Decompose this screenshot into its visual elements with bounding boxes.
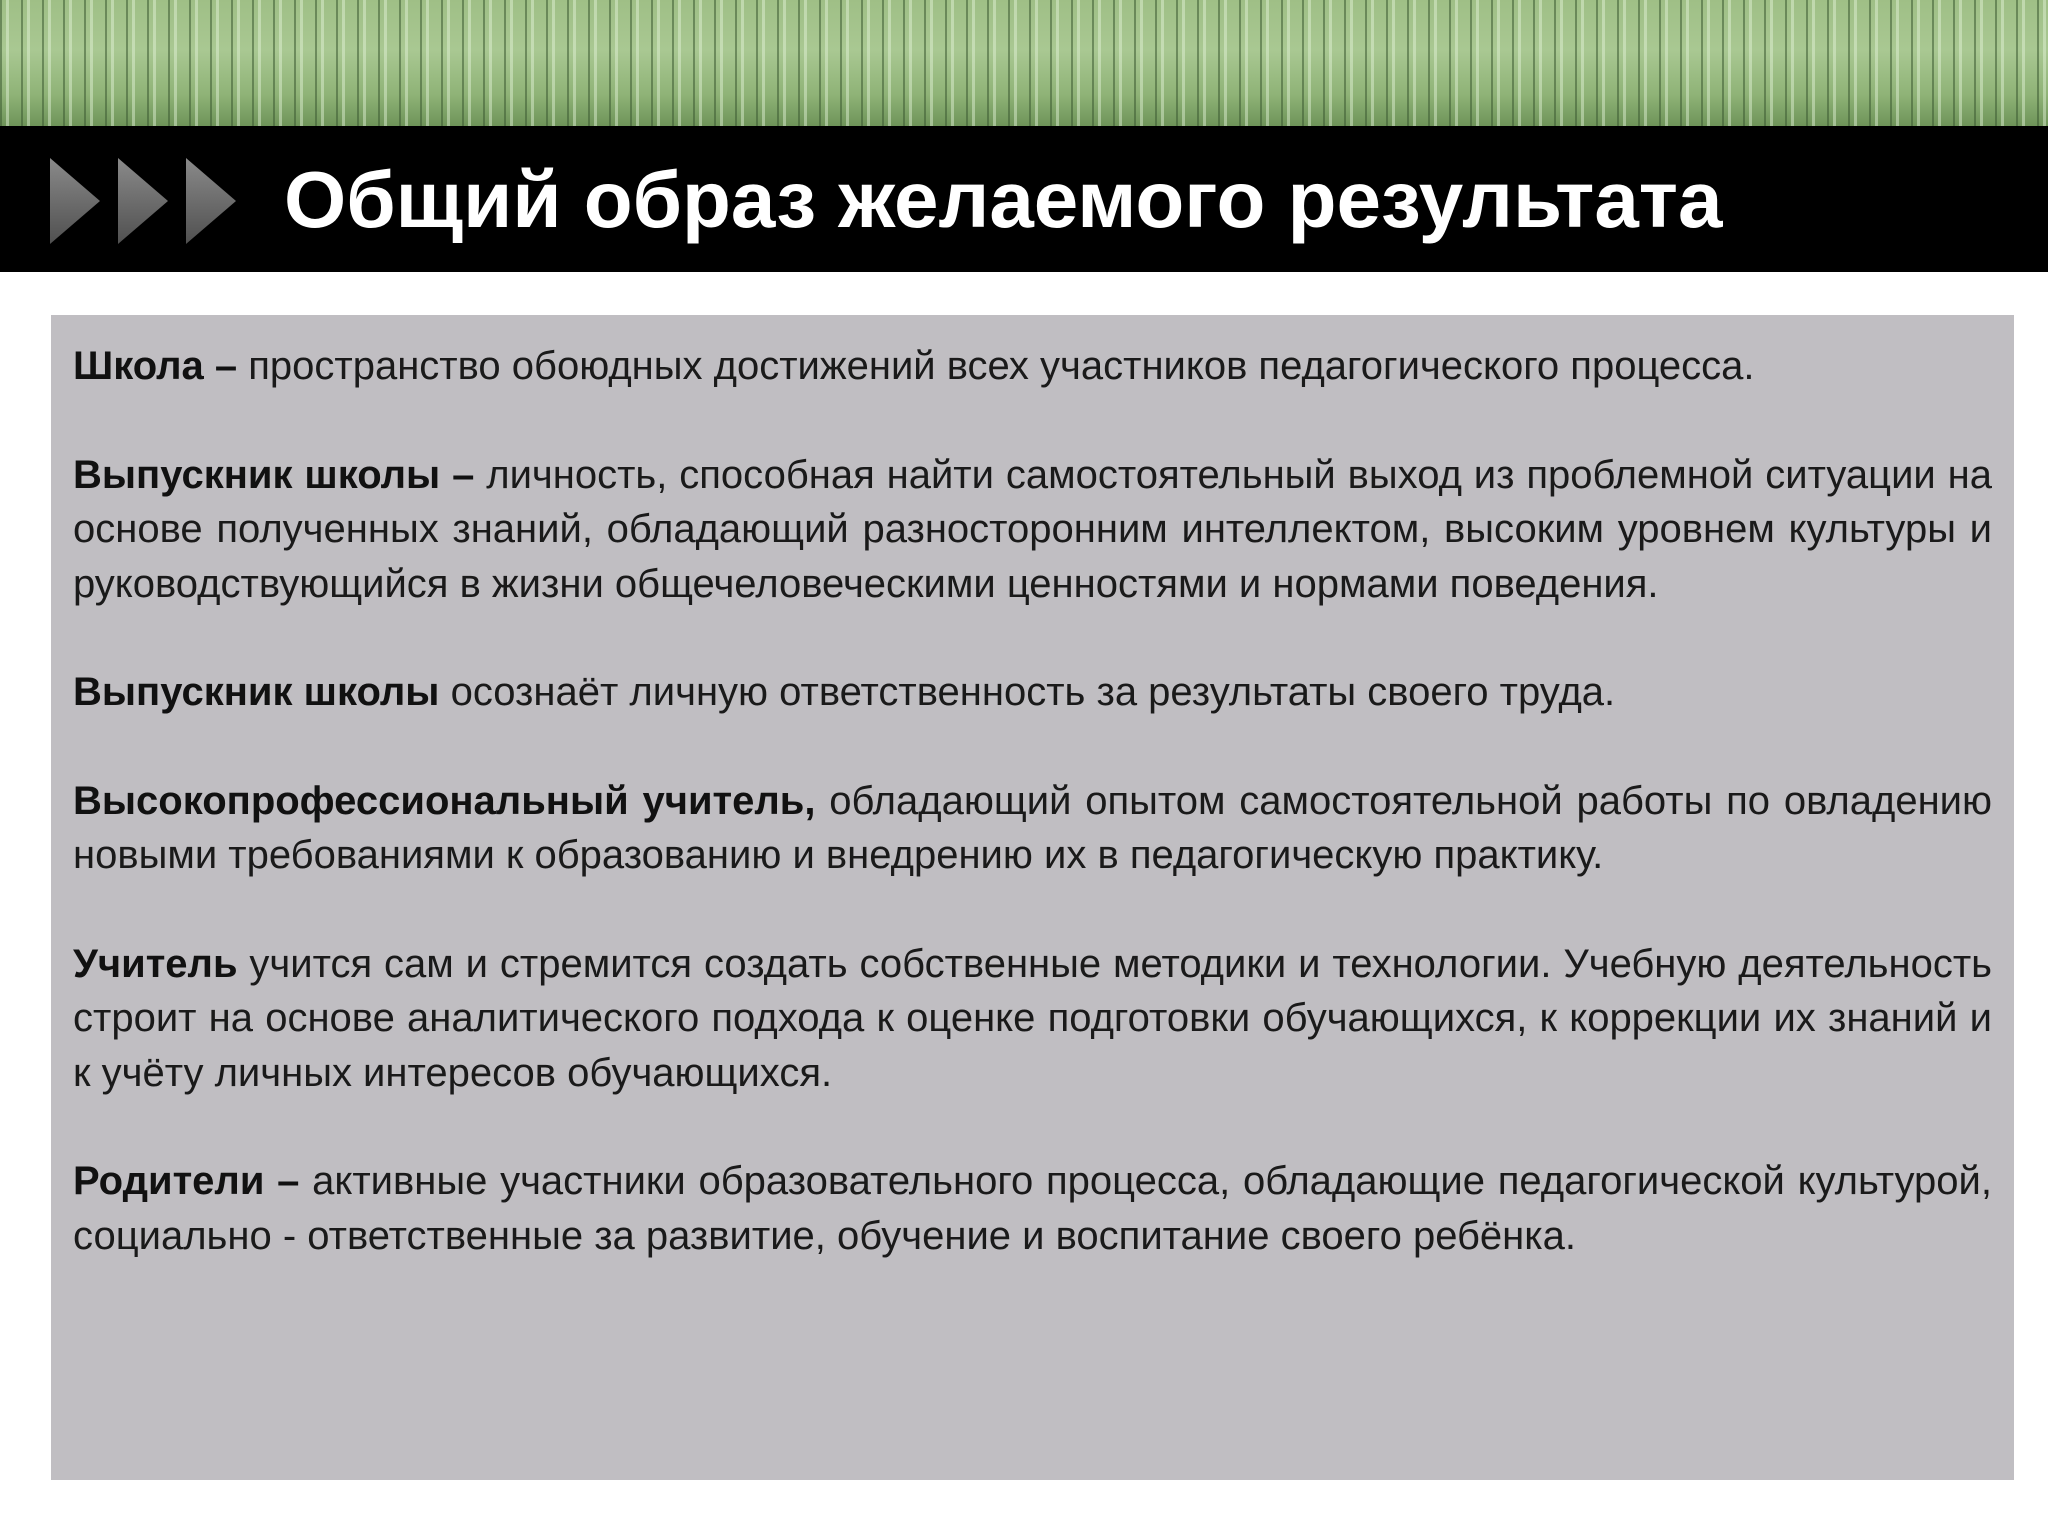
arrows-svg [48,156,248,246]
paragraph-teacher [73,937,1992,1101]
term-parents: Родители – [73,1159,300,1203]
title-bar [0,126,2048,272]
content-box [51,315,2014,1480]
term-teacher: Учитель [73,941,238,986]
paragraph-school [73,339,1992,394]
term-graduate-responsibility: Выпускник школы [73,670,440,714]
term-school: Школа – [73,344,238,388]
paragraph-professional-teacher [73,774,1992,883]
paragraph-parents [73,1154,1992,1263]
paragraph-graduate [73,448,1992,612]
definition-teacher: учится сам и стремится создать собственные методики и технологии. Учебную деятельность строит на основе аналитического подхода к оценке подготовки обучающихся, к коррекции их знаний и к учёту личных интересов обучающихся. [73,941,1992,1095]
definition-parents: активные участники образовательного процесса, обладающие педагогической культурой, социально - ответственные за развитие, обучение и воспитание своего ребёнка. [73,1159,1993,1258]
decorative-stripe-band [0,0,2048,126]
definition-graduate: личность, способная найти самостоятельный выход из проблемной ситуации на основе полученных знаний, обладающий разносторонним интеллектом, высоким уровнем культуры и руководствующийся в жизни общечеловеческими ценностями и нормами поведения. [73,452,1992,606]
arrow-group [48,156,248,246]
chevron-right-icon [186,158,236,244]
page-title: Общий образ желаемого результата [284,155,1723,244]
definition-school: пространство обоюдных достижений всех участников педагогического процесса. [237,344,1755,388]
term-professional-teacher: Высокопрофессиональный учитель, [73,778,816,823]
definition-professional-teacher: обладающий опытом самостоятельной работы по овладению новыми требованиями к образованию и внедрению их в педагогическую практику. [73,778,1993,877]
paragraph-graduate-responsibility [73,665,1992,720]
chevron-right-icon [50,158,100,244]
chevron-right-icon [118,158,168,244]
definition-graduate-responsibility: осознаёт личную ответственность за результаты своего труда. [439,670,1616,714]
term-graduate: Выпускник школы – [73,452,475,497]
